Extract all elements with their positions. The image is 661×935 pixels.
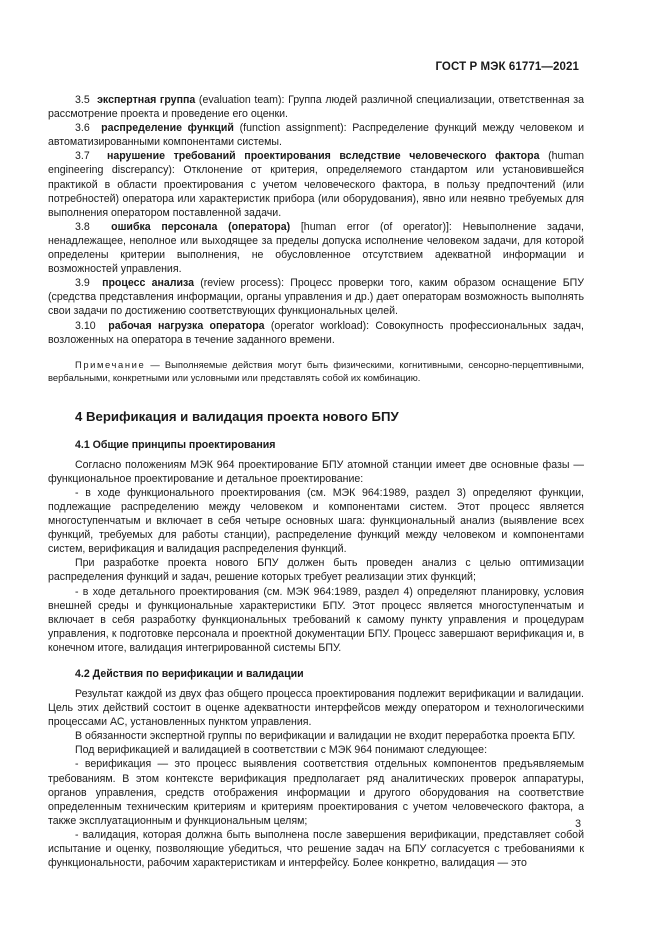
term-name: рабочая нагрузка оператора xyxy=(108,319,265,332)
list-item: - в ходе детального проектирования (см. МЭК 964:1989, раздел 4) определяют планировку, условия внешней среды и функциональные характеристики БПУ. Этот процесс является многоступенчатым и включает в себя разработку функциональных требований к самому пункту управления и процедурам управления, к подготовке персонала и проектной документации БПУ. Процесс завершают верификация и, в конечном итоге, валидация интегрированной системы БПУ. xyxy=(48,585,584,654)
term-name: процесс анализа xyxy=(102,277,195,290)
term-definition: (review process): Процесс проверки того, каким образом оснащение БПУ (средства представления информации, органы управления и др.) дает операторам возможность выполнять свои задачи по достижению соответствующих функциональных целей. xyxy=(48,277,584,318)
term-number: 3.6 xyxy=(75,122,90,135)
term-number: 3.7 xyxy=(75,150,90,163)
standard-header: ГОСТ Р МЭК 61771—2021 xyxy=(435,61,579,73)
paragraph: Под верификацией и валидацией в соответствии с МЭК 964 понимают следующее: xyxy=(75,744,488,757)
term-name: распределение функций xyxy=(101,122,234,135)
term-number: 3.5 xyxy=(75,94,90,106)
paragraph: При разработке проекта нового БПУ должен быть проведен анализ с целью оптимизации распределения функций и задач, решение которых требует реализации этих функций; xyxy=(48,557,584,584)
term-number: 3.8 xyxy=(75,220,90,233)
term-definition: [human error (of operator)]: Невыполнение задачи, ненадлежащее, неполное или выходящее за пределы допуска исполнение человеком задачи, для которой определены критерии выполнения, не обусловленное отсутствием адекватной информации и возможностей управления. xyxy=(48,220,584,276)
term-3-5 xyxy=(48,93,584,121)
term-number: 3.10 xyxy=(75,319,96,332)
note-text: — Выполняемые действия могут быть физическими, когнитивными, сенсорно-перцептивными, вербальными, конкретными или условными или представлять собой их комбинацию. xyxy=(48,358,584,383)
paragraph: В обязанности экспертной группы по верификации и валидации не входит переработка проекта БПУ. xyxy=(75,730,576,743)
term-name: экспертная группа xyxy=(97,94,196,106)
list-item: - валидация, которая должна быть выполнена после завершения верификации, представляет собой испытание и оценку, позволяющие убедиться, что решение задач на БПУ согласуется с требованиями к функциональности, рабочим характеристикам и интерфейсу. Более конкретно, валидация — это xyxy=(48,828,584,870)
list-item: - в ходе функционального проектирования (см. МЭК 964:1989, раздел 3) определяют функции, подлежащие распределению между человеком и компонентами систем. Этот процесс является многоступенчатым и включает в себя четыре основных шага: функциональный анализ (выявление всех функций, требуемых для работы станции), распределение функций между человеком и компонентами систем, верификация и валидация распределения функций. xyxy=(48,486,584,556)
section-4-1-heading: 4.1 Общие принципы проектирования xyxy=(75,438,276,451)
term-definition: (evaluation team): Группа людей различной специализации, ответственная за рассмотрение проекта и проведение его оценки. xyxy=(48,94,585,121)
page-content xyxy=(48,93,584,870)
term-3-10 xyxy=(48,319,584,347)
term-definition: (operator workload): Совокупность профессиональных задач, возложенных на оператора в течение заданного времени. xyxy=(48,319,585,346)
section-4-2-heading: 4.2 Действия по верификации и валидации xyxy=(75,668,304,680)
term-number: 3.9 xyxy=(75,277,90,290)
term-3-7 xyxy=(48,149,584,219)
term-3-6 xyxy=(48,121,584,149)
paragraph: Результат каждой из двух фаз общего процесса проектирования подлежит верификации и валидации. Цель этих действий состоит в оценке адекватности интерфейсов между оператором и технологическими процессами АС, установленных пунктом управления. xyxy=(48,688,584,729)
term-3-9 xyxy=(48,276,584,318)
paragraph: Согласно положениям МЭК 964 проектирование БПУ атомной станции имеет две основные фазы — функциональное проектирование и детальное проектирование: xyxy=(48,458,584,485)
page-number: 3 xyxy=(575,818,581,830)
note xyxy=(48,358,584,384)
term-definition: (function assignment): Распределение функций между человеком и автоматизированными компонентами системы. xyxy=(48,122,584,149)
term-3-8 xyxy=(48,220,584,276)
list-item: - верификация — это процесс выявления соответствия отдельных компонентов предъявляемым требованиям. В этом контексте верификация предполагает ряд аналитических проверок аппаратуры, органов управления, средств отображения информации и другого оборудования на соответствие определенным техническим критериям и критериям проектирования с учетом человеческого фактора, а также эксплуатационным и функциональным целям; xyxy=(48,758,584,827)
section-4-heading: 4 Верификация и валидация проекта нового БПУ xyxy=(75,408,399,424)
term-definition: (human engineering discrepancy): Отклонение от критерия, определяемого стандартом или установившейся практикой в области проектирования с учетом человеческого фактора, в пользу предпочтений (или потребностей) оператора или характеристик прибора (или оборудования), явно или неявно требуемых для выполнения оператором поставленной задачи. xyxy=(48,150,584,219)
term-name: ошибка персонала (оператора) xyxy=(111,220,291,233)
term-name: нарушение требований проектирования вследствие человеческого фактора xyxy=(106,150,540,163)
note-label: Примечание xyxy=(75,358,146,370)
